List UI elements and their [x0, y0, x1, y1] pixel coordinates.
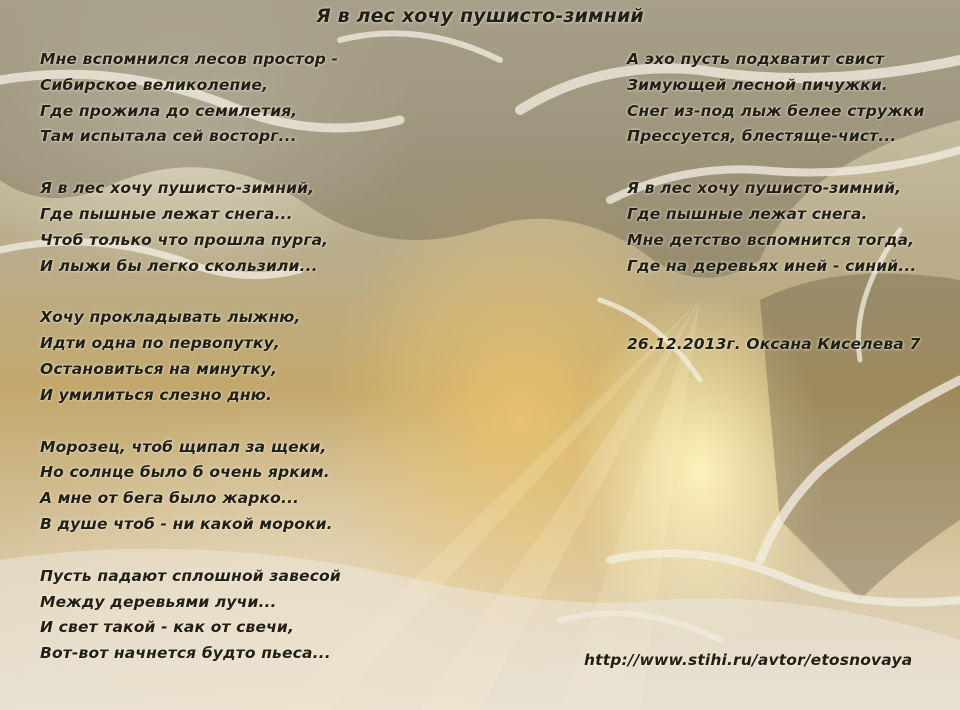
poem-line: Но солнце было б очень ярким. — [40, 463, 330, 482]
poem-line: Морозец, чтоб щипал за щеки, — [40, 437, 327, 456]
poem-line: Зимующей лесной пичужки. — [627, 75, 888, 94]
poem-line: Чтоб только что прошла пурга, — [40, 230, 329, 249]
poem-line: Остановиться на минутку, — [40, 359, 278, 378]
poem-line: Вот-вот начнется будто пьеса... — [40, 644, 331, 663]
poem-line: Прессуется, блестяще-чист... — [627, 127, 897, 146]
poem-line: И свет такой - как от свечи, — [40, 618, 294, 637]
poem-line: Идти одна по первопутку, — [40, 334, 280, 353]
poem-line: Я в лес хочу пушисто-зимний, — [627, 179, 902, 198]
poem-line: Мне вспомнился лесов простор - — [40, 50, 339, 68]
poem-line: Где пышные лежат снега... — [40, 204, 293, 223]
poem-line: Сибирское великолепие, — [40, 75, 269, 94]
poem-line: Пусть падают сплошной завесой — [40, 566, 341, 585]
poem-title: Я в лес хочу пушисто-зимний — [316, 5, 644, 27]
stanza — [40, 176, 341, 279]
poem-line: И умилиться слезно дню. — [40, 385, 272, 404]
poem-line: Мне детство вспомнится тогда, — [627, 230, 915, 249]
poem-line: Где прожила до семилетия, — [40, 101, 298, 120]
right-column — [627, 47, 925, 305]
author-signature: 26.12.2013г. Оксана Киселева 7 — [627, 335, 921, 353]
poem-line: Снег из-под лыж белее стружки — [627, 101, 925, 120]
poem-line: А мне от бега было жарко... — [40, 489, 300, 508]
stanza — [627, 47, 925, 150]
poem-line: Между деревьями лучи... — [40, 592, 277, 611]
poem-line: И лыжи бы легко скользили... — [40, 256, 318, 275]
poem-line: А эхо пусть подхватит свист — [627, 50, 885, 68]
stanza — [40, 47, 341, 150]
stanza — [40, 564, 341, 667]
left-column — [40, 47, 341, 693]
source-url[interactable]: http://www.stihi.ru/avtor/etosnovaya — [584, 651, 913, 669]
poem-line: Хочу прокладывать лыжню, — [40, 308, 301, 327]
poem-line: Где на деревьях иней - синий... — [627, 256, 917, 275]
poem-line: В душе чтоб - ни какой мороки. — [40, 514, 333, 533]
stanza — [40, 435, 341, 538]
stanza — [627, 176, 925, 279]
stanza — [40, 305, 341, 408]
poem-line: Я в лес хочу пушисто-зимний, — [40, 179, 315, 198]
poem-line: Там испытала сей восторг... — [40, 127, 297, 146]
poem-line: Где пышные лежат снега. — [627, 204, 868, 223]
